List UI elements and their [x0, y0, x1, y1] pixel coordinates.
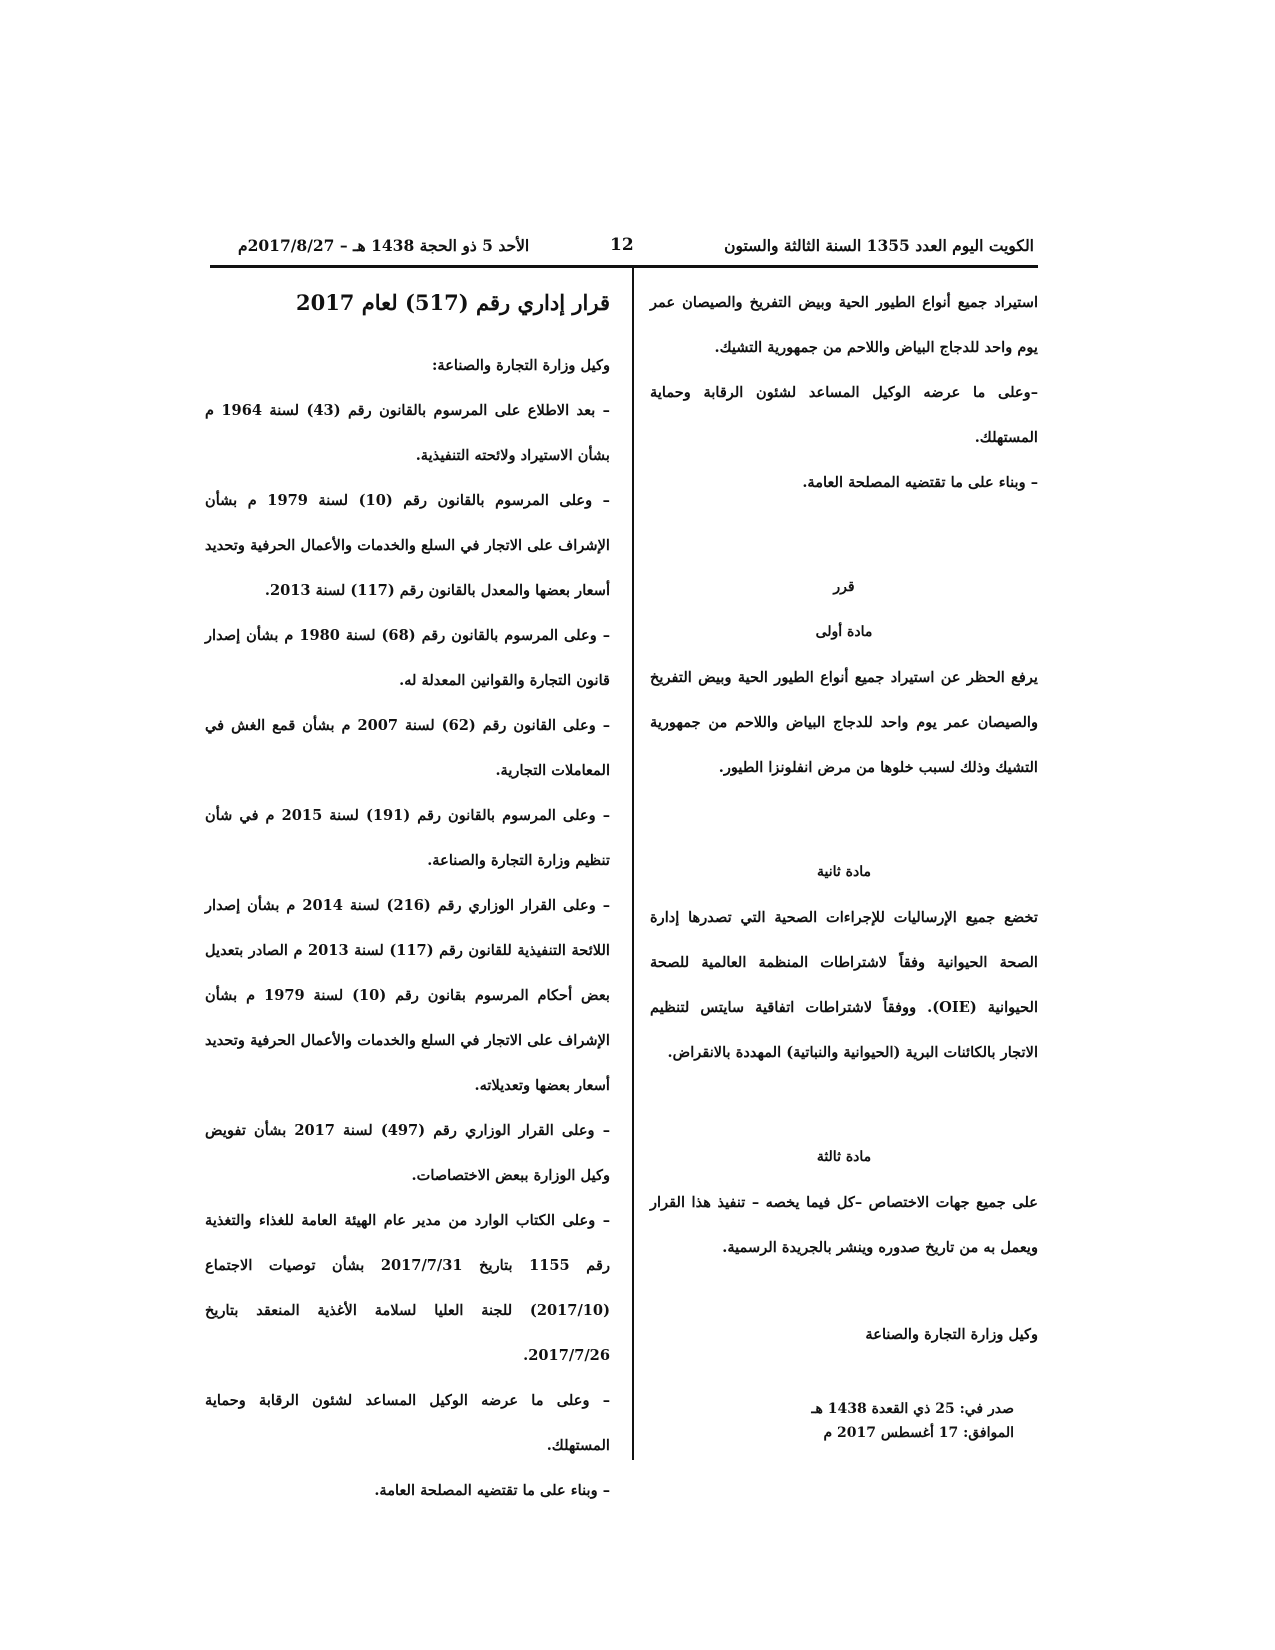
preamble-paragraph: – وعلى المرسوم بالقانون رقم (10) لسنة 1979 م بشأن الإشراف على الاتجار في السلع والخدمات والأعمال الحرفية وتحديد أسعار بعضها والمعدل بالقانون رقم (117) لسنة 2013. — [205, 492, 610, 599]
header-date: الأحد 5 ذو الحجة 1438 هـ – 2017/8/27م — [238, 236, 530, 255]
column-divider — [632, 268, 634, 1460]
article-1-title: مادة أولى — [815, 624, 873, 640]
preamble-paragraph: – وعلى القانون رقم (62) لسنة 2007 م بشأن قمع الغش في المعاملات التجارية. — [205, 717, 610, 779]
preamble-paragraph: وكيل وزارة التجارة والصناعة: — [432, 357, 610, 374]
issue-date-block — [650, 1397, 1038, 1445]
page-number: 12 — [610, 235, 634, 255]
right-column — [650, 280, 1038, 1445]
issued-hijri: صدر في: 25 ذي القعدة 1438 هـ — [811, 1401, 1014, 1417]
preamble-paragraph: – وعلى المرسوم بالقانون رقم (191) لسنة 2015 م في شأن تنظيم وزارة التجارة والصناعة. — [205, 807, 610, 869]
preamble-paragraph: – وعلى الكتاب الوارد من مدير عام الهيئة العامة للغذاء والتغذية رقم 1155 بتاريخ 2017/7/31 بشأن توصيات الاجتماع (2017/10) للجنة العليا لسلامة الأغذية المنعقد بتاريخ 2017/7/26. — [205, 1212, 610, 1364]
continued-paragraph: استيراد جميع أنواع الطيور الحية وبيض التفريخ والصيصان عمر يوم واحد للدجاج البياض واللاحم من جمهورية التشيك. — [650, 294, 1038, 356]
signature: وكيل وزارة التجارة والصناعة — [865, 1326, 1038, 1343]
issued-gregorian: الموافق: 17 أغسطس 2017 م — [823, 1425, 1014, 1441]
left-column — [205, 280, 610, 1513]
decided-heading: قرر — [833, 579, 855, 595]
article-3-title: مادة ثالثة — [816, 1149, 872, 1165]
decision-title: قرار إداري رقم (517) لعام 2017 — [295, 290, 610, 315]
preamble-paragraph: – وعلى ما عرضه الوكيل المساعد لشئون الرقابة وحماية المستهلك. — [205, 1392, 610, 1454]
article-2-text: تخضع جميع الإرساليات للإجراءات الصحية التي تصدرها إدارة الصحة الحيوانية وفقاً لاشتراطات المنظمة العالمية للصحة الحيوانية (OIE). ووفقاً لاشتراطات اتفاقية سايتس لتنظيم الاتجار بالكائنات البرية (الحيوانية والنباتية) المهددة بالانقراض. — [650, 909, 1038, 1061]
page-header — [210, 236, 1040, 266]
article-1-text: يرفع الحظر عن استيراد جميع أنواع الطيور الحية وبيض التفريخ والصيصان عمر يوم واحد للدجاج البياض واللاحم من جمهورية التشيك وذلك لسبب خلوها من مرض انفلونزا الطيور. — [650, 669, 1038, 776]
header-rule — [210, 265, 1038, 268]
article-3-text: على جميع جهات الاختصاص –كل فيما يخصه – تنفيذ هذا القرار ويعمل به من تاريخ صدوره وينشر بالجريدة الرسمية. — [650, 1194, 1038, 1256]
continued-paragraph: – وبناء على ما تقتضيه المصلحة العامة. — [802, 474, 1038, 491]
preamble-paragraph: – بعد الاطلاع على المرسوم بالقانون رقم (43) لسنة 1964 م بشأن الاستيراد ولائحته التنفيذية. — [205, 402, 610, 464]
continued-paragraph: –وعلى ما عرضه الوكيل المساعد لشئون الرقابة وحماية المستهلك. — [650, 384, 1038, 446]
article-2-title: مادة ثانية — [817, 864, 871, 880]
preamble-paragraph: – وعلى المرسوم بالقانون رقم (68) لسنة 1980 م بشأن إصدار قانون التجارة والقوانين المعدلة له. — [205, 627, 611, 689]
preamble-paragraph: – وعلى القرار الوزاري رقم (497) لسنة 2017 بشأن تفويض وكيل الوزارة ببعض الاختصاصات. — [205, 1122, 610, 1184]
preamble-paragraph: – وعلى القرار الوزاري رقم (216) لسنة 2014 م بشأن إصدار اللائحة التنفيذية للقانون رقم (117) لسنة 2013 م الصادر بتعديل بعض أحكام المرسوم بقانون رقم (10) لسنة 1979 م بشأن الإشراف على الاتجار في السلع والخدمات والأعمال الحرفية وتحديد أسعار بعضها وتعديلاته. — [205, 897, 610, 1094]
preamble-paragraph: – وبناء على ما تقتضيه المصلحة العامة. — [374, 1482, 610, 1499]
header-issue-info: الكويت اليوم العدد 1355 السنة الثالثة والستون — [724, 236, 1034, 255]
